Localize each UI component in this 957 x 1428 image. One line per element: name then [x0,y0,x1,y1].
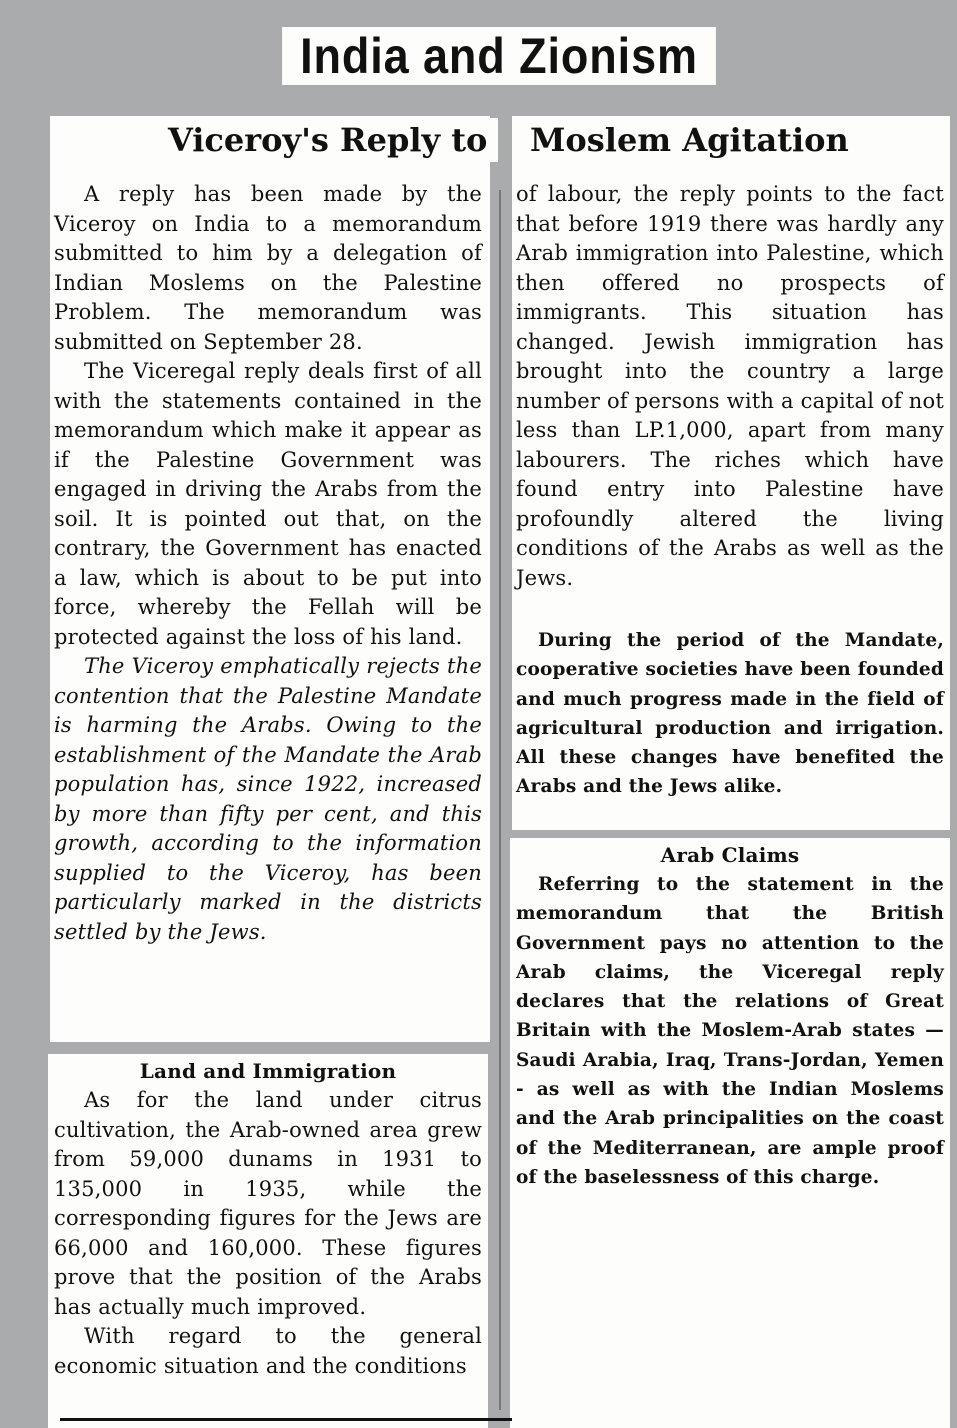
arab-claims-section [516,840,944,1192]
headline: India and Zionism [282,27,716,85]
left-para-1: A reply has been made by the Viceroy on India to a memorandum submitted to him by a delegation of Indian Moslems on the Palestine Problem. The memorandum was submitted on September 28. [54,182,482,354]
right-column-continued [516,626,944,802]
right-para-1: of labour, the reply points to the fact that before 1919 there was hardly any Arab immigration into Palestine, which then offered no prospects of immigrants. This situation has changed. Jewish immigration has brought into the country a large number of persons with a capital of not less than LP.1,000, apart from many labourers. The riches which have found entry into Palestine have profoundly altered the living conditions of the Arabs as well as the Jews. [516,182,944,590]
land-para-1: As for the land under citrus cultivation, the Arab-owned area grew from 59,000 dunams in 1931 to 135,000 in 1935, while the corresponding figures for the Jews are 66,000 and 160,000. These figures prove that the position of the Arabs has actually much improved. [54,1088,482,1319]
left-para-2: The Viceregal reply deals first of all with the statements contained in the memorandum which make it appear as if the Palestine Government was engaged in driving the Arabs from the soil. It is pointed out that, on the contrary, the Government has enacted a law, which is about to be put into force, whereby the Fellah will be protected against the loss of his land. [54,359,482,649]
bottom-rule [60,1418,512,1421]
right-para-2: During the period of the Mandate, cooperative societies have been founded and much progress made in the field of agricultural production and irrigation. All these changes have benefited the Arabs and the Jews alike. [516,630,944,798]
subhead-right: Moslem Agitation [530,118,840,162]
land-section [54,1056,482,1381]
land-section-heading: Land and Immigration [139,1059,397,1083]
left-para-3: The Viceroy emphatically rejects the contention that the Palestine Mandate is harming the Arabs. Owing to the establishment of the Mandate the Arab population has, since 1922, increased by more than fifty per cent, and this growth, according to the information supplied to the Viceroy, has been particularly marked in the districts settled by the Jews. [54,654,482,944]
arab-claims-para-1: Referring to the statement in the memorandum that the British Government pays no attention to the Arab claims, the Viceregal reply declares that the relations of Great Britain with the Moslem-Arab states — Saudi Arabia, Iraq, Trans-Jordan, Yemen - as well as with the Indian Moslems and the Arab principalities on the coast of the Mediterranean, are ample proof of the baselessness of this charge. [516,874,944,1188]
subhead-left: Viceroy's Reply to [168,118,498,162]
column-divider [499,190,501,1410]
left-column [54,180,482,947]
land-para-2: With regard to the general economic situation and the conditions [54,1324,482,1378]
arab-claims-heading: Arab Claims [660,843,800,867]
right-column [516,180,944,593]
